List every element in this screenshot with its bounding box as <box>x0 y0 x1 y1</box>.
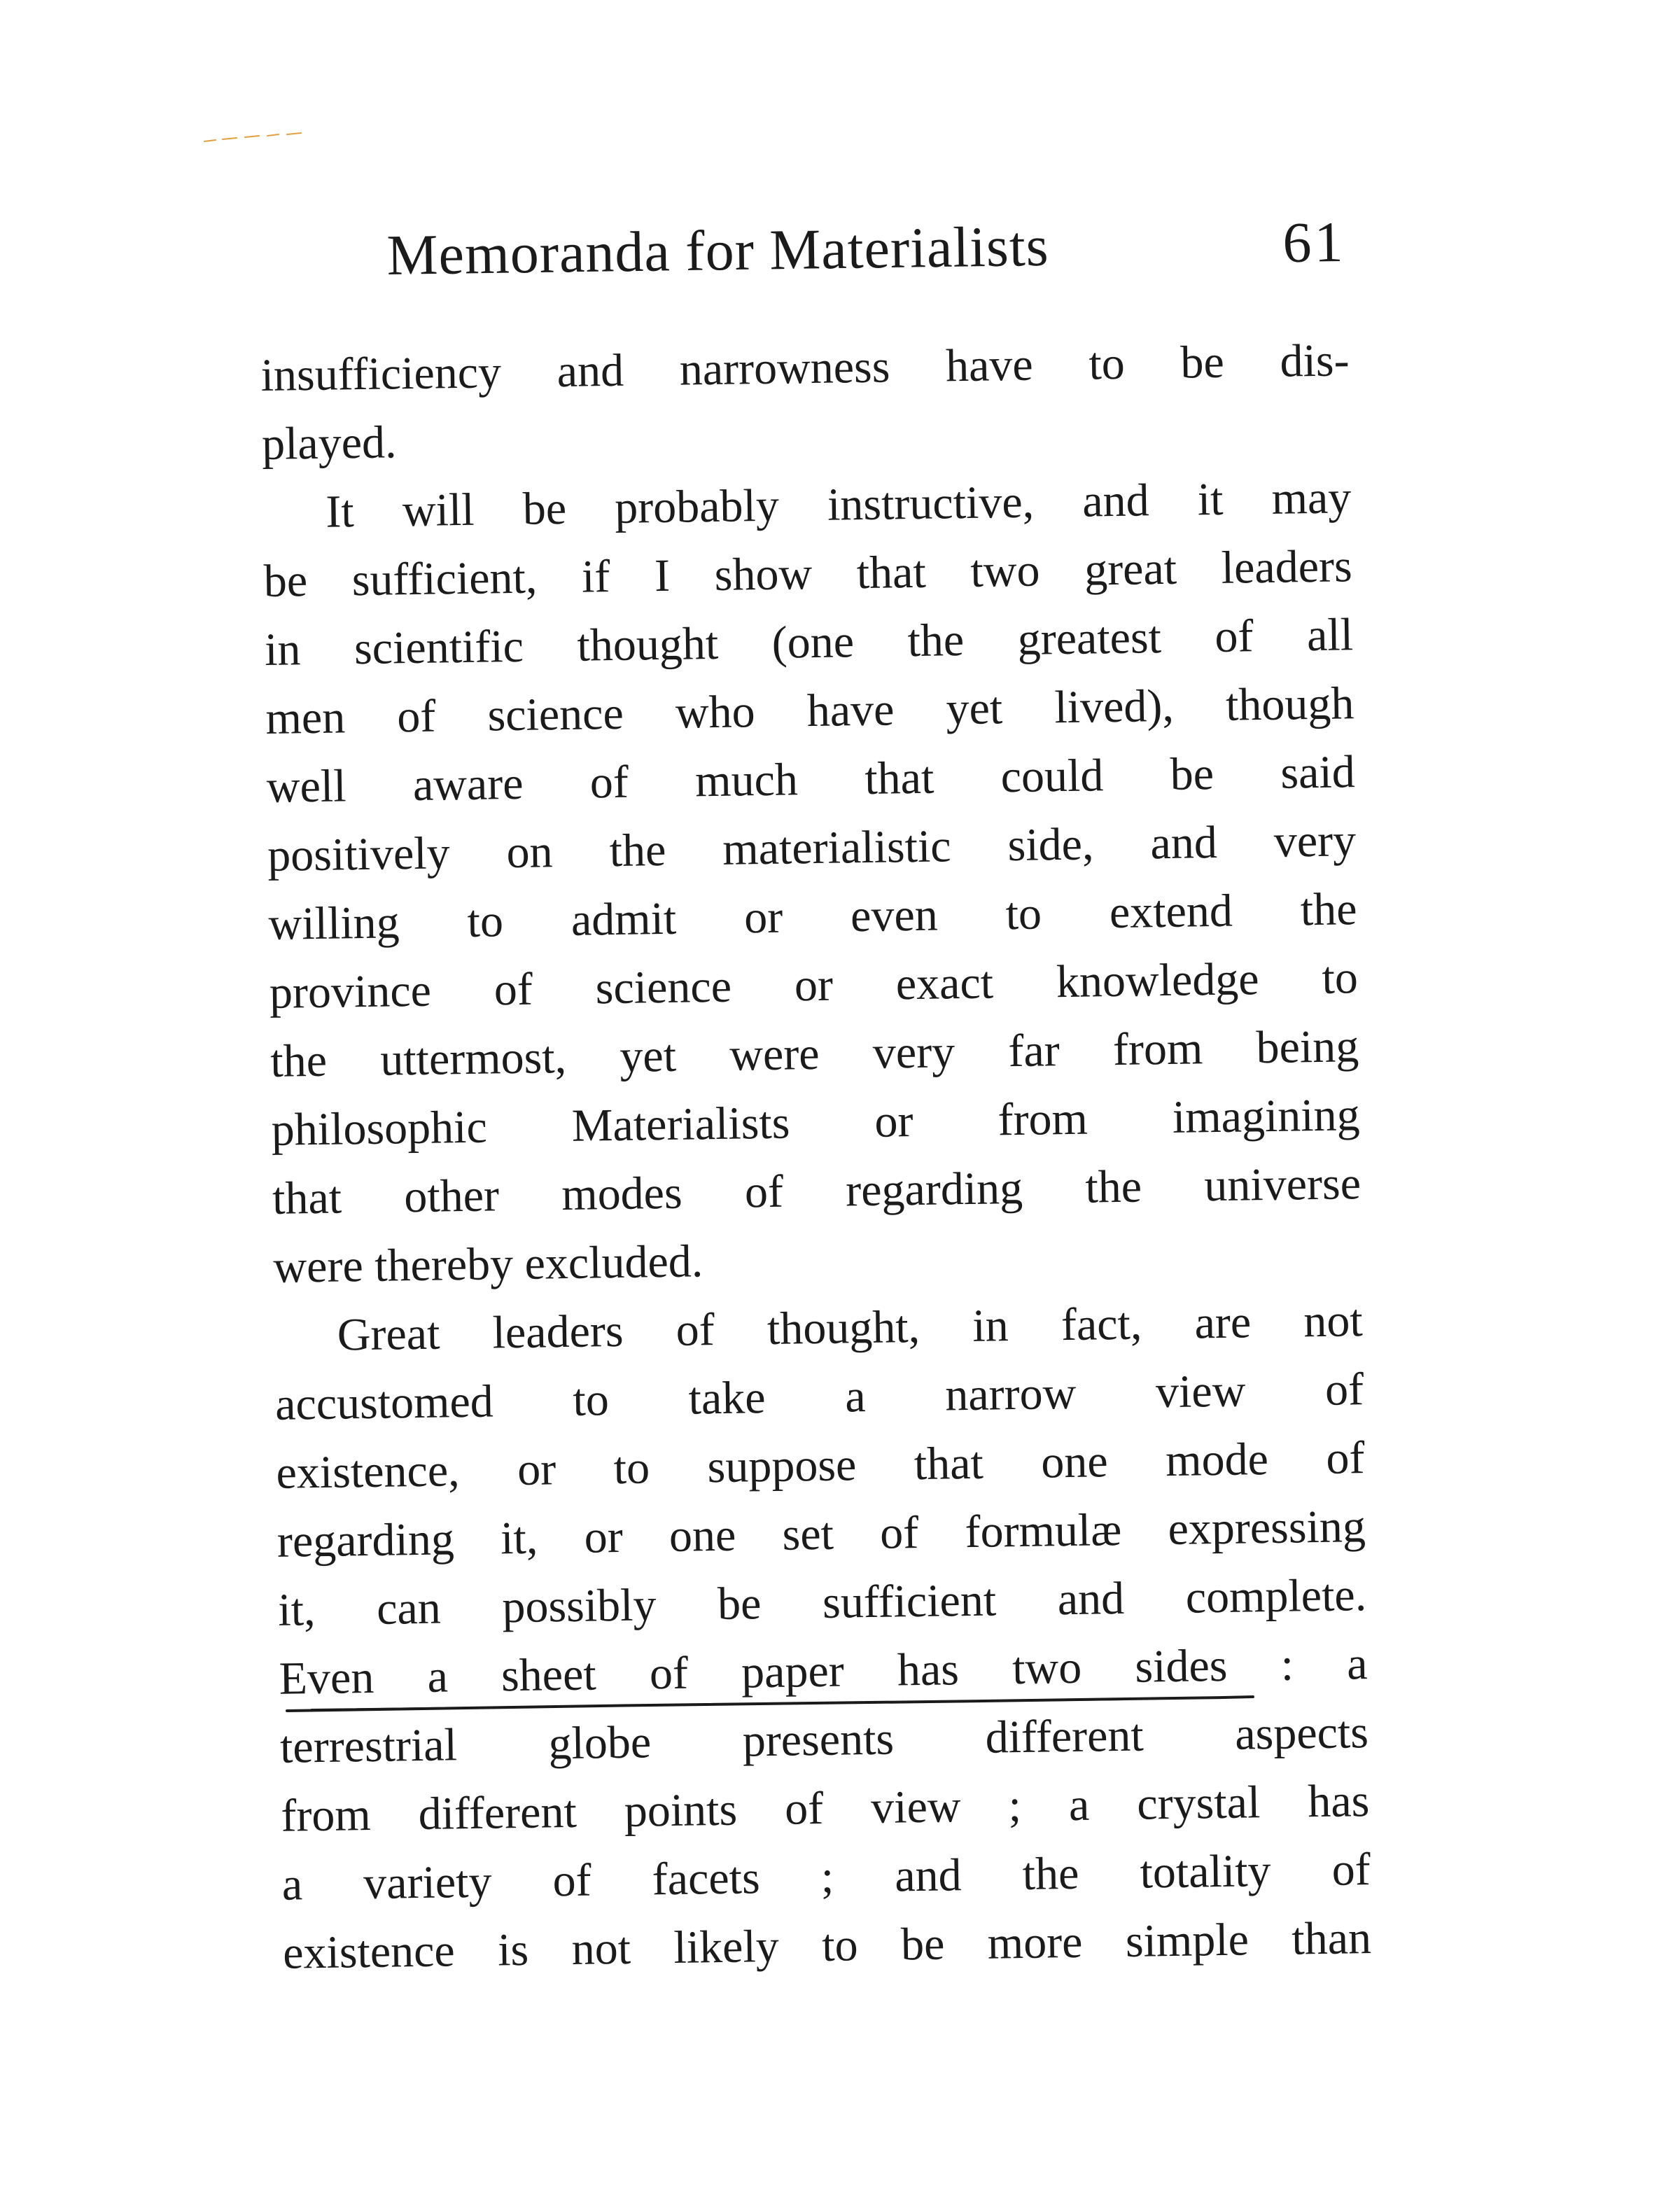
text-line: in scientific thought (one the greatest of all <box>264 609 1354 676</box>
text-line-underlined: Even a sheet of paper has two sides : a <box>279 1638 1368 1704</box>
text-line: be sufficient, if I show that two great leaders <box>263 540 1353 607</box>
text-line: terrestrial globe presents different aspects <box>279 1707 1369 1773</box>
text-line: existence, or to suppose that one mode of <box>276 1432 1365 1499</box>
text-line: willing to admit or even to extend the <box>268 883 1357 950</box>
text-line: were thereby excluded. <box>272 1236 704 1293</box>
text-line: It will be probably instructive, and it may <box>325 472 1352 538</box>
handwritten-underline <box>284 1693 1264 1714</box>
text-line: it, can possibly be sufficient and complete. <box>277 1569 1367 1636</box>
text-line: that other modes of regarding the universe <box>272 1158 1362 1224</box>
text-line: a variety of facets ; and the totality of <box>281 1844 1371 1910</box>
running-title: Memoranda for Materialists <box>386 214 1050 287</box>
text-line: positively on the materialistic side, and very <box>267 815 1357 881</box>
text-line: existence is not likely to be more simple than <box>282 1912 1372 1979</box>
text-line: well aware of much that could be said <box>266 746 1356 813</box>
text-line: Great leaders of thought, in fact, are not <box>337 1295 1364 1361</box>
text-line: philosophic Materialists or from imagining <box>271 1089 1361 1156</box>
text-line: from different points of view ; a crystal has <box>280 1775 1370 1842</box>
text-line: province of science or exact knowledge to <box>269 952 1359 1018</box>
text-line: insufficiency and narrowness have to be dis- <box>260 335 1350 401</box>
text-line: men of science who have yet lived), though <box>265 678 1354 744</box>
text-line: the uttermost, yet were very far from being <box>270 1021 1359 1087</box>
body-text <box>260 326 1372 1987</box>
text-line: accustomed to take a narrow view of <box>274 1364 1364 1430</box>
page-number: 61 <box>1282 209 1347 275</box>
stray-ink-mark <box>203 132 308 146</box>
running-header <box>386 209 1347 307</box>
text-line: played. <box>261 416 397 470</box>
text-line: regarding it, or one set of formulæ expressing <box>276 1501 1366 1567</box>
